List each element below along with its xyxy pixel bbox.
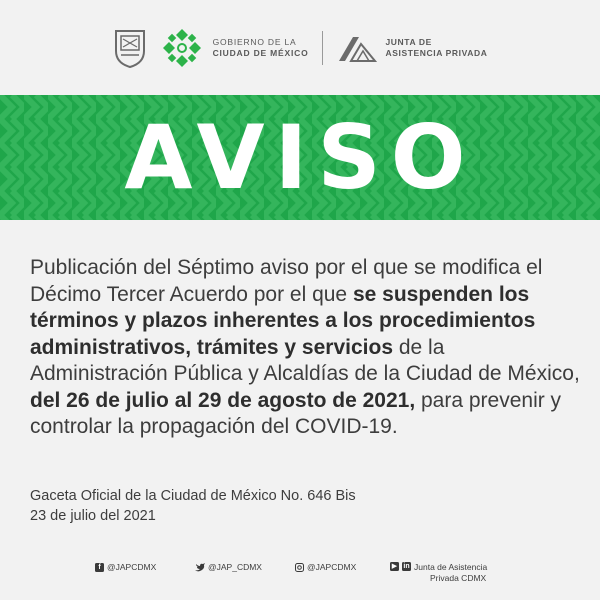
header xyxy=(0,0,600,95)
facebook-handle[interactable] xyxy=(95,562,195,572)
jap-line-1: JUNTA DE xyxy=(385,36,432,47)
twitter-handle[interactable] xyxy=(195,562,295,572)
linkedin-icon: in xyxy=(403,563,410,570)
cdmx-seal-icon xyxy=(113,27,147,69)
source-line-1: Gaceta Oficial de la Ciudad de México No. 646 Bis xyxy=(30,488,356,504)
header-divider xyxy=(322,31,323,65)
youtube-label-line-1: Junta de Asistencia xyxy=(414,562,488,572)
jap-wordmark xyxy=(385,37,487,59)
header-logos xyxy=(113,27,488,69)
instagram-icon xyxy=(295,563,304,572)
instagram-handle[interactable] xyxy=(295,562,390,572)
footer-social xyxy=(95,562,565,588)
notice-text-3: para prevenir y controlar la propagación del COVID-19. xyxy=(30,388,562,438)
gov-line-1: GOBIERNO DE LA xyxy=(212,36,297,47)
notice-bold-2: del 26 de julio al 29 de agosto de 2021, xyxy=(30,388,416,412)
twitter-icon xyxy=(195,563,205,572)
youtube-icon: ▶ xyxy=(391,563,398,570)
banner-title: AVISO xyxy=(124,106,476,209)
cdmx-logo-icon xyxy=(161,27,203,69)
aviso-banner xyxy=(0,95,600,220)
facebook-label: @JAPCDMX xyxy=(107,562,157,572)
notice-bold-1: se suspenden los términos y plazos inherentes a los procedimientos administrativos, trámites y servicios xyxy=(30,282,536,359)
jap-line-2: ASISTENCIA PRIVADA xyxy=(385,47,488,58)
gov-cdmx-wordmark xyxy=(213,37,309,59)
source-line-2: 23 de julio del 2021 xyxy=(30,507,156,524)
gov-line-2: CIUDAD DE MÉXICO xyxy=(212,47,309,58)
youtube-label xyxy=(414,562,487,583)
notice-text-2: de la Administración Pública y Alcaldías de la Ciudad de México, xyxy=(30,335,580,385)
jap-logo-icon xyxy=(337,33,377,63)
notice-body xyxy=(30,255,580,441)
instagram-label: @JAPCDMX xyxy=(307,562,357,572)
source-citation xyxy=(30,487,570,526)
facebook-icon: f xyxy=(95,563,104,572)
twitter-label: @JAP_CDMX xyxy=(208,562,262,572)
youtube-linkedin-handle[interactable] xyxy=(390,562,487,583)
youtube-label-line-2: Privada CDMX xyxy=(430,572,487,583)
notice-text-1: Publicación del Séptimo aviso por el que se modifica el Décimo Tercer Acuerdo por el que xyxy=(30,256,543,306)
